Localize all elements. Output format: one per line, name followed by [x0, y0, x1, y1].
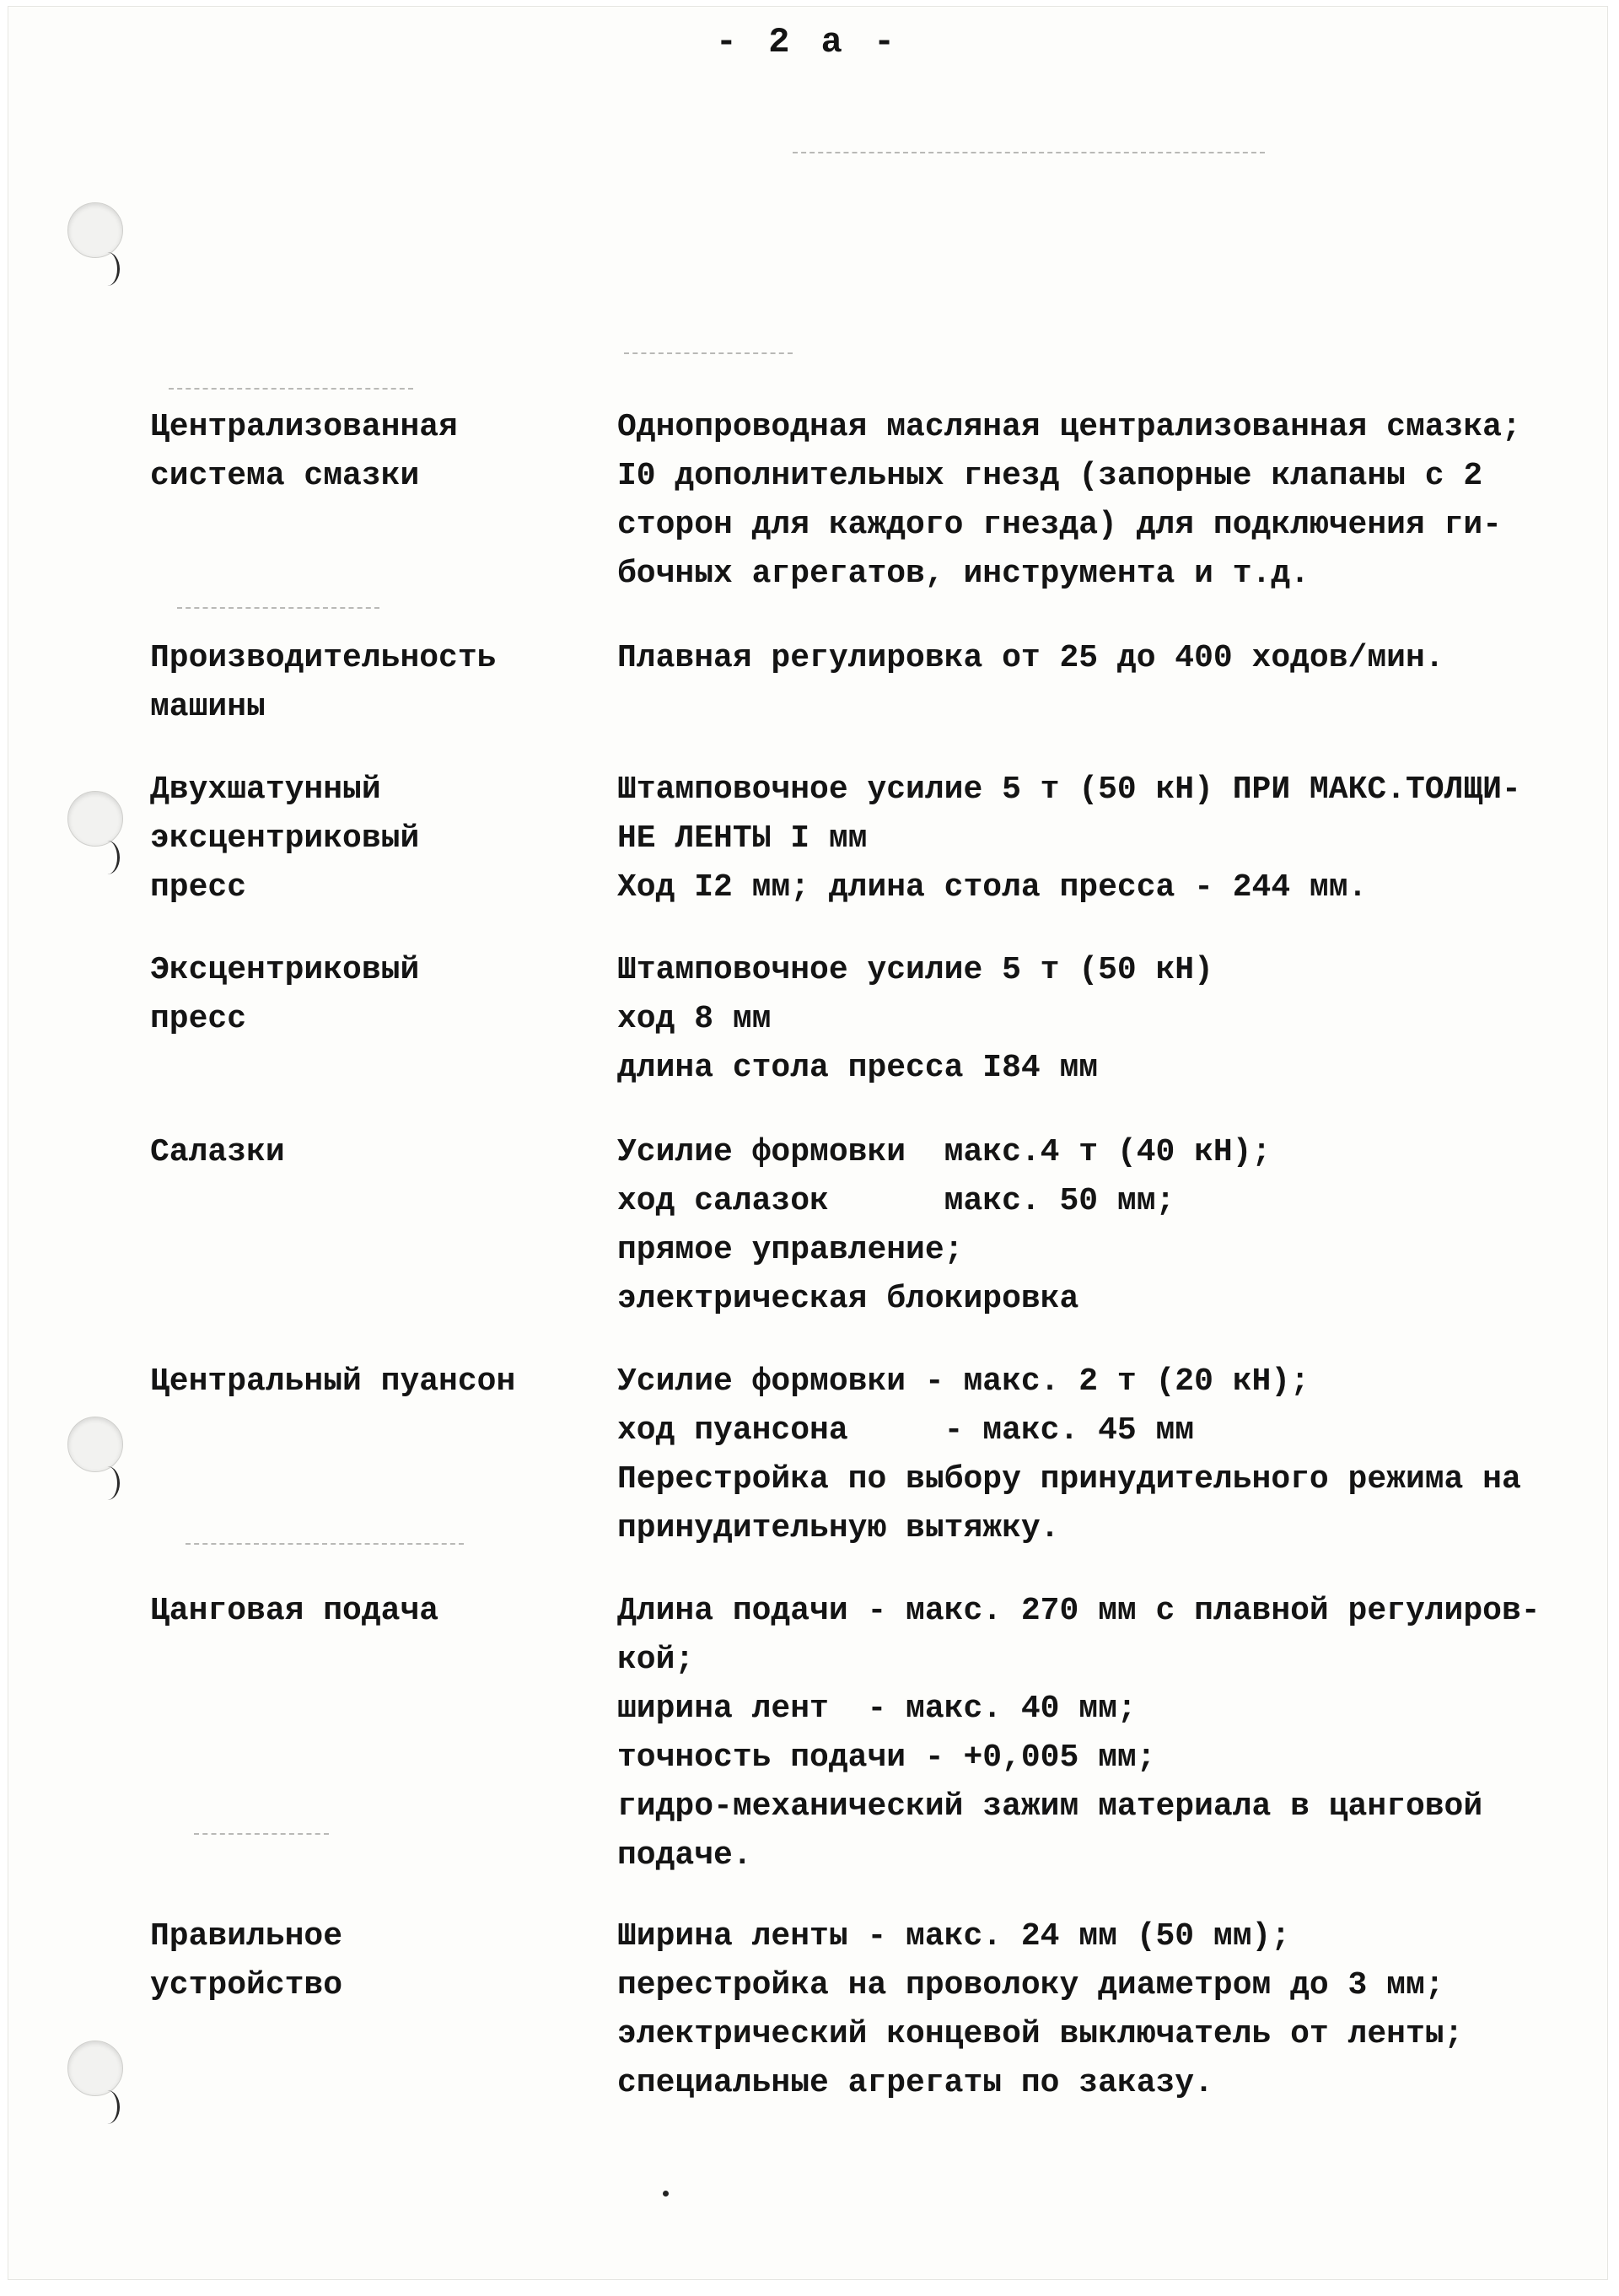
spec-description: Штамповочное усилие 5 т (50 кН) ПРИ МАКС.ТОЛЩИ- НЕ ЛЕНТЫ I мм Ход I2 мм; длина стола пресса - 244 мм.	[617, 772, 1521, 906]
spec-description: Длина подачи - макс. 270 мм с плавной регулиров- кой; ширина лент - макс. 40 мм; точность подачи - +0,005 мм; гидро-механический зажим материала в цанговой подаче.	[617, 1593, 1541, 1874]
spec-row-straightener	[8, 1912, 1607, 2108]
spec-list	[8, 403, 1607, 2108]
spec-row-collet-feed	[8, 1587, 1607, 1880]
spec-description: Плавная регулировка от 25 до 400 ходов/мин.	[617, 640, 1444, 676]
spec-description: Ширина ленты - макс. 24 мм (50 мм); перестройка на проволоку диаметром до 3 мм; электрический концевой выключатель от ленты; специальные агрегаты по заказу.	[617, 1918, 1464, 2101]
spec-row-productivity	[8, 634, 1607, 732]
spec-term: Централизованная система смазки	[150, 409, 458, 494]
scan-artifact	[793, 152, 1265, 153]
scan-dot	[663, 2191, 669, 2197]
spec-row-double-crank-press	[8, 766, 1607, 912]
spec-description: Усилие формовки макс.4 т (40 кН); ход салазок макс. 50 мм; прямое управление; электрическая блокировка	[617, 1134, 1272, 1317]
spec-description: Однопроводная масляная централизованная смазка; I0 дополнительных гнезд (запорные клапаны с 2 сторон для каждого гнезда) для подключения ги- бочных агрегатов, инструмента и т.д.	[617, 409, 1521, 592]
spec-term: Цанговая подача	[150, 1593, 439, 1629]
document-page	[8, 7, 1607, 2279]
scan-artifact	[624, 352, 793, 354]
spec-term: Эксцентриковый пресс	[150, 952, 420, 1037]
spec-row-eccentric-press	[8, 946, 1607, 1093]
spec-term: Центральный пуансон	[150, 1363, 516, 1400]
spec-row-central-punch	[8, 1358, 1607, 1553]
spec-description: Усилие формовки - макс. 2 т (20 кН); ход пуансона - макс. 45 мм Перестройка по выбору принудительного режима на принудительную вытяжку.	[617, 1363, 1521, 1546]
spec-term: Салазки	[150, 1134, 285, 1170]
scan-artifact	[169, 388, 413, 390]
spec-row-slide	[8, 1128, 1607, 1324]
spec-term: Производительность машины	[150, 640, 497, 725]
spec-description: Штамповочное усилие 5 т (50 кН) ход 8 мм длина стола пресса I84 мм	[617, 952, 1213, 1086]
spec-term: Двухшатунный эксцентриковый пресс	[150, 772, 420, 906]
punch-hole	[67, 202, 123, 258]
page-number: - 2 a -	[715, 22, 901, 62]
spec-row-lubrication	[8, 403, 1607, 599]
spec-term: Правильное устройство	[150, 1918, 343, 2003]
